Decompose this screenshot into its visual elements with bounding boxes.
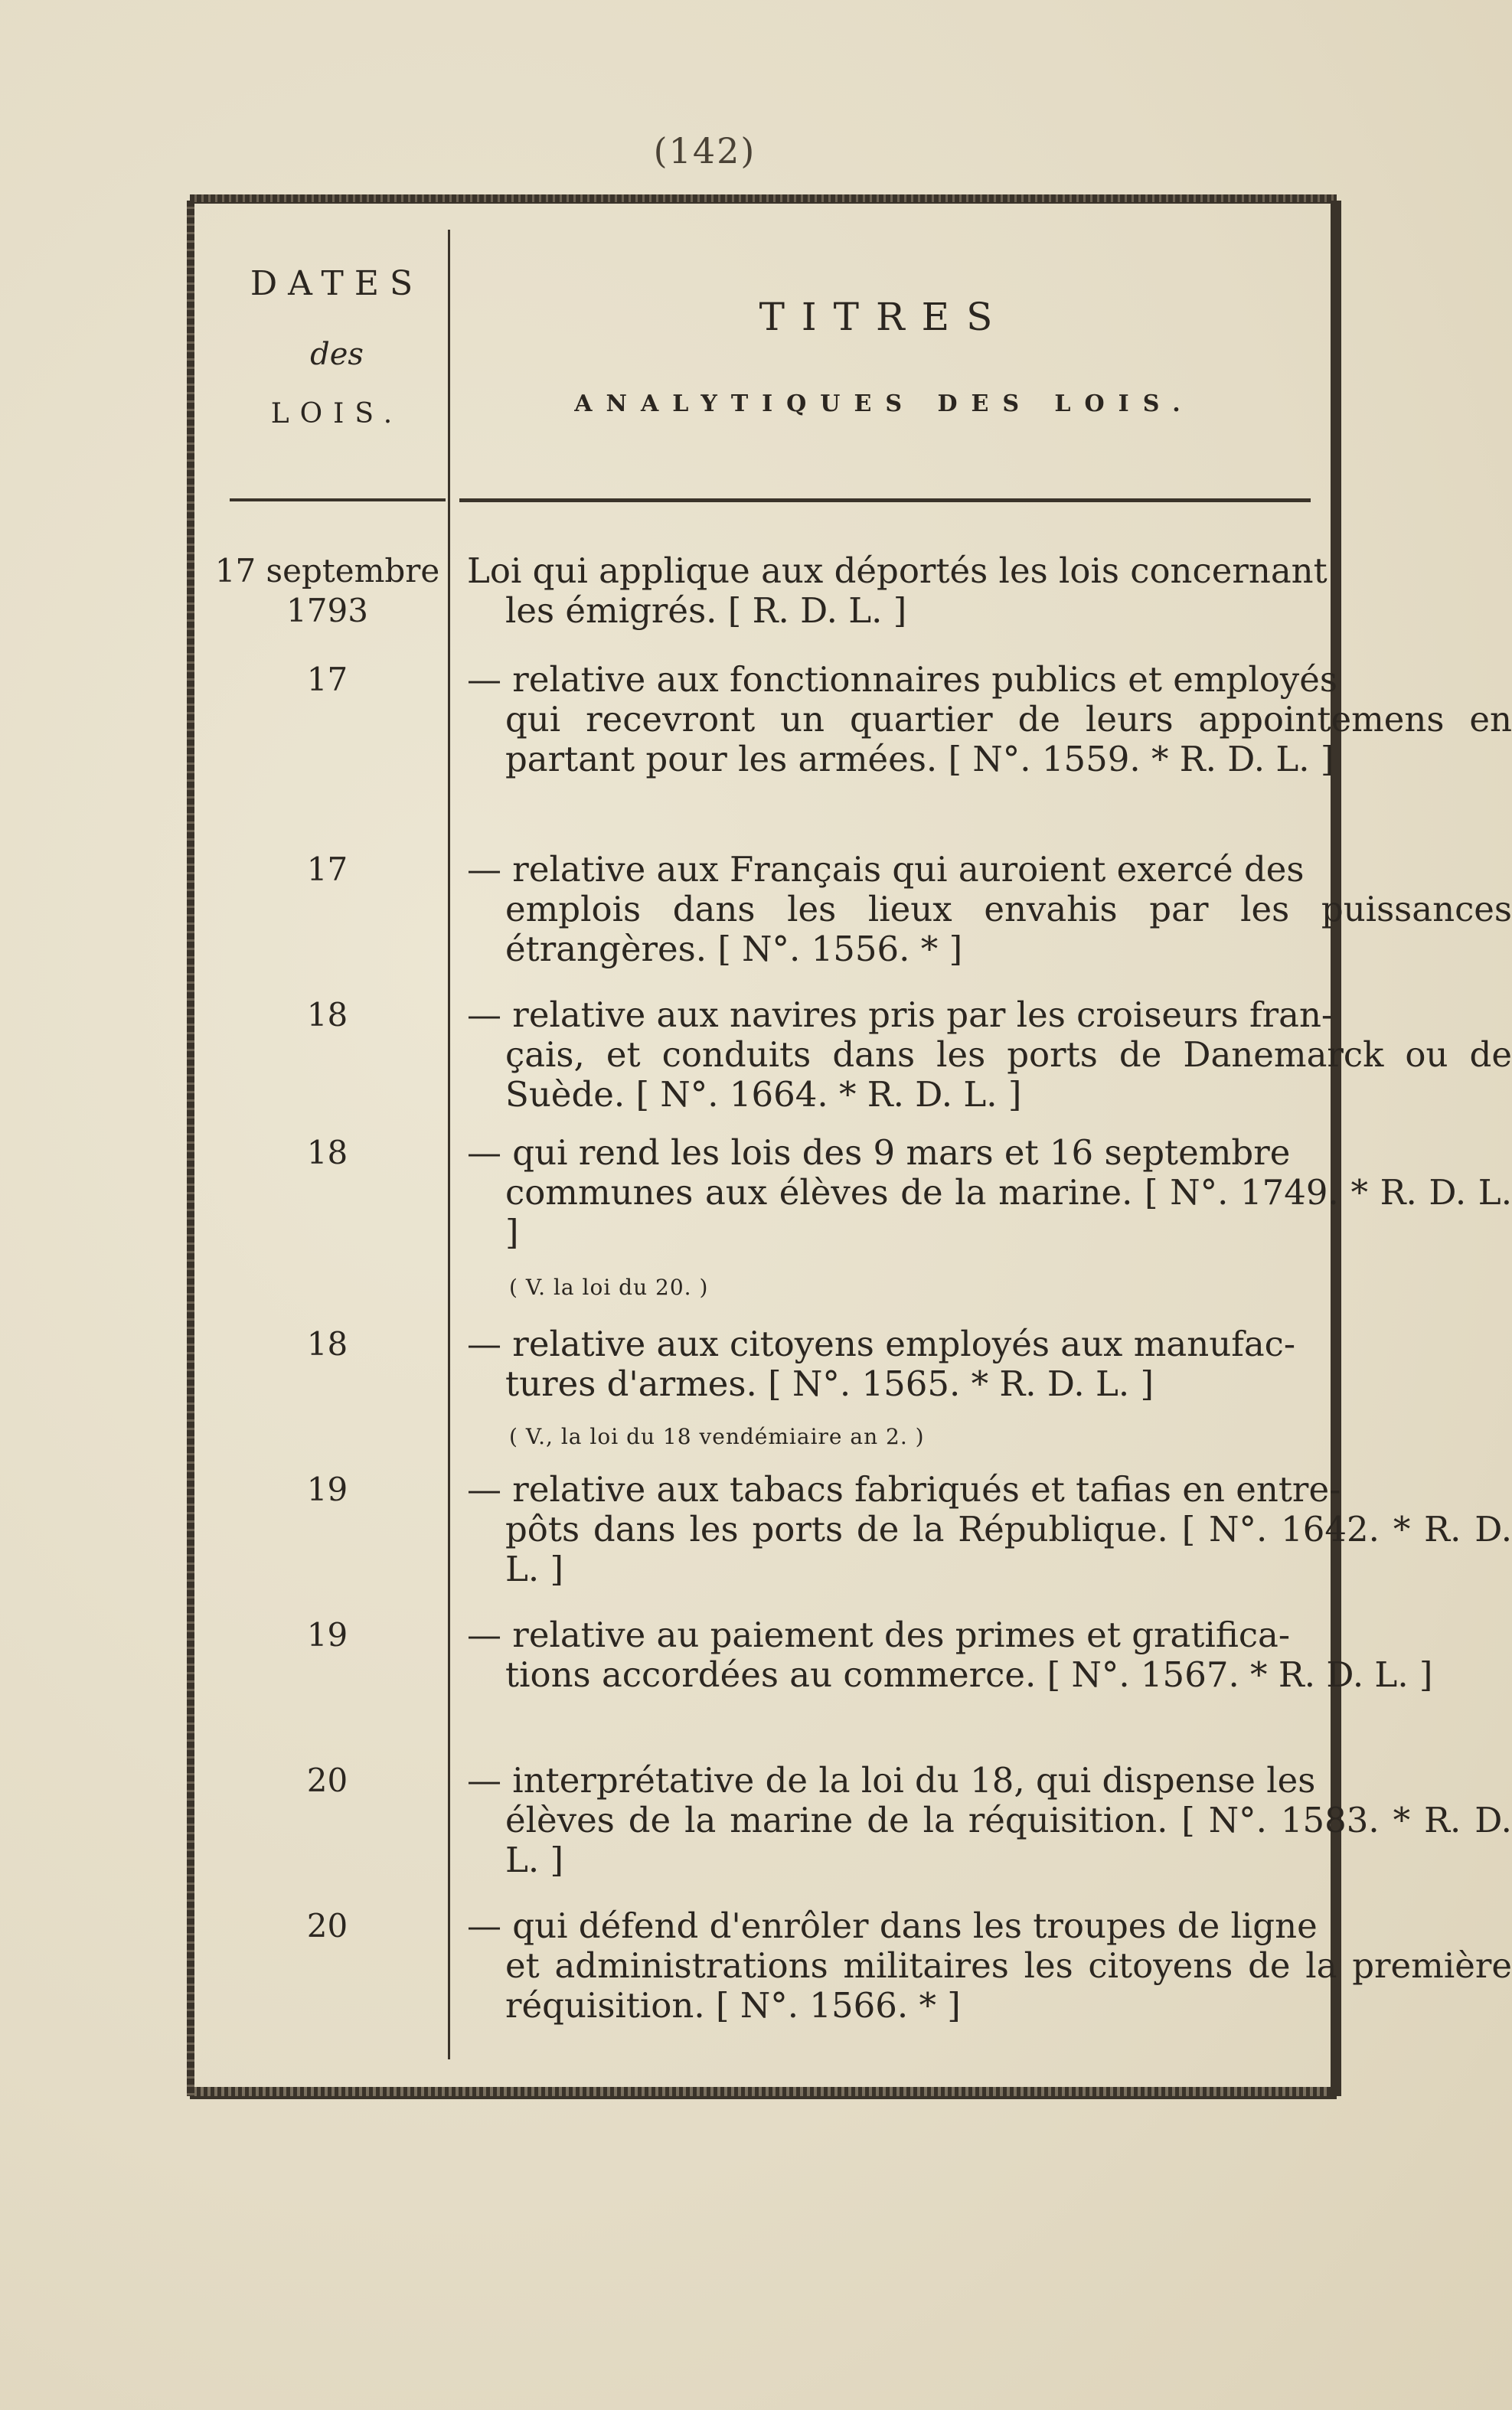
entry-title-rest: emplois dans les lieux envahis par les puissances étrangères. [ N°. 1556. * ] — [505, 889, 1512, 969]
entry-date: 19 — [306, 1616, 348, 1654]
entry-title-rest: tures d'armes. [ N°. 1565. * R. D. L. ] — [505, 1363, 1154, 1404]
header-rule-dates — [230, 498, 446, 501]
entry-title-first-line: — relative aux citoyens employés aux manufac- — [467, 1324, 1296, 1364]
entry-date: 17 septembre — [214, 552, 440, 589]
header-dates: DATES — [250, 264, 424, 303]
entry-title-first-line: — interprétative de la loi du 18, qui dispense les — [467, 1760, 1316, 1801]
header-rule-titles — [459, 498, 1311, 502]
entry-title-first-line: — qui rend les lois des 9 mars et 16 septembre — [467, 1132, 1291, 1173]
entry-title-first-line: — qui défend d'enrôler dans les troupes de ligne — [467, 1905, 1318, 1946]
entry-title-first-line: Loi qui applique aux déportés les lois concernant — [467, 550, 1327, 591]
entry-title-rest: qui recevront un quartier de leurs appointemens en partant pour les armées. [ N°. 1559. * R. D. L. ] — [505, 699, 1512, 779]
entry-date: 18 — [306, 996, 348, 1034]
entry-date: 18 — [306, 1325, 348, 1363]
header-des: des — [310, 337, 364, 372]
frame-bottom-border — [190, 2087, 1337, 2096]
entry-title-rest: tions accordées au commerce. [ N°. 1567. * R. D. L. ] — [505, 1654, 1433, 1695]
entry-title-rest: communes aux élèves de la marine. [ N°. 1749. * R. D. L. ] — [505, 1172, 1512, 1252]
header-analytiques: ANALYTIQUES DES LOIS. — [574, 390, 1194, 417]
entry-date: 20 — [306, 1762, 348, 1799]
entry-title-first-line: — relative aux fonctionnaires publics et employés — [467, 659, 1337, 700]
frame-left-border — [187, 201, 194, 2096]
entry-note: ( V. la loi du 20. ) — [509, 1275, 709, 1300]
header-titres: TITRES — [759, 295, 1010, 339]
entry-title-rest: et administrations militaires les citoyens de la première réquisition. [ N°. 1566. * ] — [505, 1945, 1512, 2026]
frame-top-border — [190, 194, 1337, 202]
column-divider — [448, 230, 450, 2059]
entry-title-first-line: — relative au paiement des primes et gratifica- — [467, 1615, 1291, 1655]
entry-title-rest: pôts dans les ports de la République. [ N°. 1642. * R. D. L. ] — [505, 1509, 1512, 1589]
entry-title-rest: élèves de la marine de la réquisition. [ N°. 1583. * R. D. L. ] — [505, 1800, 1512, 1880]
header-lois: LOIS. — [270, 398, 403, 429]
entry-note: ( V., la loi du 18 vendémiaire an 2. ) — [509, 1424, 925, 1449]
entry-date: 17 — [306, 851, 348, 888]
page-number: (142) — [653, 130, 756, 171]
entry-title-first-line: — relative aux Français qui auroient exercé des — [467, 849, 1305, 890]
entry-date: 19 — [306, 1471, 348, 1508]
entry-date: 18 — [306, 1134, 348, 1171]
entry-title-first-line: — relative aux navires pris par les croiseurs fran- — [467, 994, 1334, 1035]
entry-title-rest: les émigrés. [ R. D. L. ] — [505, 590, 907, 631]
entry-date-year: 1793 — [286, 592, 368, 629]
entry-title-rest: çais, et conduits dans les ports de Danemarck ou de Suède. [ N°. 1664. * R. D. L. ] — [505, 1034, 1512, 1115]
entry-title-first-line: — relative aux tabacs fabriqués et tafias en entre- — [467, 1469, 1341, 1510]
entry-date: 17 — [306, 661, 348, 698]
entry-date: 20 — [306, 1907, 348, 1945]
